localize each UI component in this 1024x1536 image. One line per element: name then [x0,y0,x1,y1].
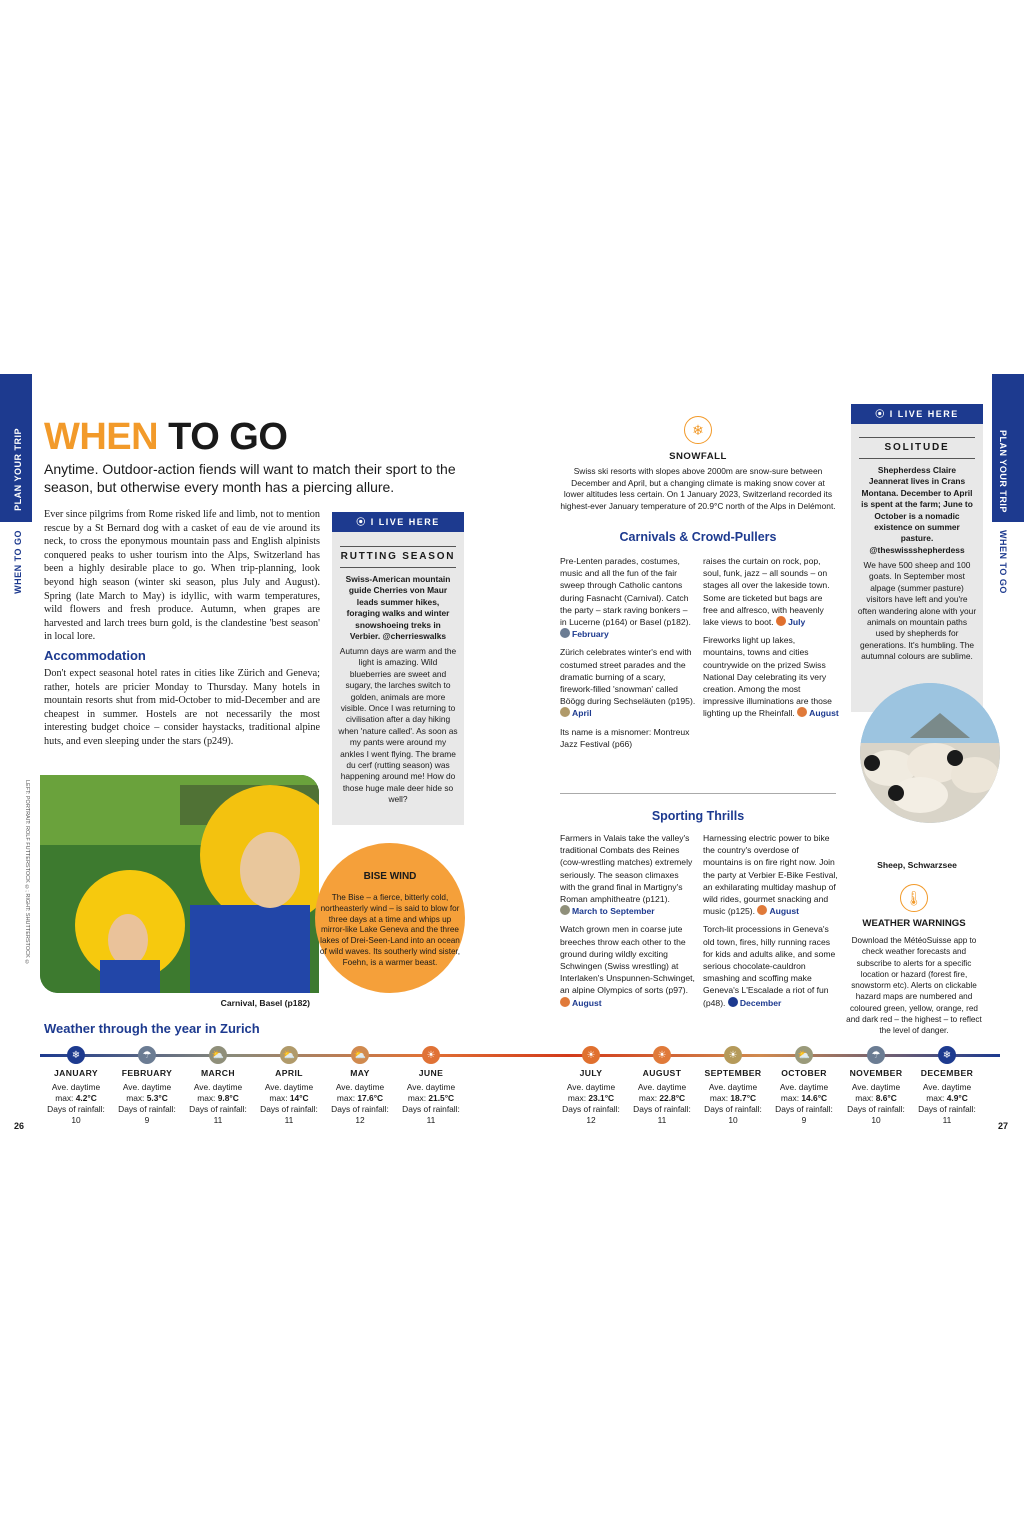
pin-icon: ⦿ [356,517,371,527]
month-max: max: 5.3°C [126,1093,168,1103]
month-daytime-label: Ave. daytime [122,1082,172,1092]
month-rain-label: Days of rainfall: [562,1104,620,1114]
month-november [841,1046,911,1126]
month-name: JULY [579,1068,603,1078]
month-name: DECEMBER [920,1068,974,1078]
month-december [912,1046,982,1126]
weather-heading: Weather through the year in Zurich [44,1021,260,1036]
title-to-go: TO GO [158,416,288,458]
month-name: FEBRUARY [121,1068,173,1078]
month-march [183,1046,253,1126]
month-june [396,1046,466,1126]
cloud-rain-icon: ☂ [867,1046,885,1064]
carnival-photo [40,775,319,993]
month-rain-label: Days of rainfall: [118,1104,176,1114]
month-rain-value: 9 [801,1115,807,1125]
section-divider [560,793,836,794]
thermometer-icon: 🌡 [900,884,928,912]
sporting-schwingen: Watch grown men in coarse jute breeches throw each other to the ground during wildly exciting Schwingen (Swiss wrestling) at Interlaken's Unspunnen-Schwinget, an alpine Olympics of sorts (p97). August [560,924,695,1008]
month-daytime-label: Ave. daytime [922,1082,972,1092]
month-october [769,1046,839,1126]
tag-december: December [728,998,782,1008]
cloud-sun-icon: ⛅ [280,1046,298,1064]
month-february [112,1046,182,1126]
sheep-photo [860,683,1000,823]
month-rain-value: 10 [71,1115,81,1125]
intro-text: Anytime. Outdoor-action fiends will want to match their sport to the season, but otherwise every month has a piercing allure. [44,461,456,495]
bise-wind-text: The Bise – a fierce, bitterly cold, northeasterly wind – is said to blow for three days at a time and whips up mirror-like Lake Geneva and the three lakes of Drei-Seen-Land into an ocean of wild waves. Its southerly wind sister, Foehn, is a warmer beast. [319,893,461,967]
month-name: APRIL [275,1068,303,1078]
live-left-intro: Swiss-American mountain guide Cherries von Maur leads summer hikes, foraging walks and winter snowshoeing treks in Verbier. @cherrieswalks [345,574,451,642]
month-max: max: 4.2°C [55,1093,97,1103]
month-daytime-label: Ave. daytime [193,1082,243,1092]
month-july [556,1046,626,1126]
month-august [627,1046,697,1126]
snowflake-icon: ❄ [684,416,712,444]
sun-icon: ☀ [422,1046,440,1064]
month-rain-value: 11 [426,1115,436,1125]
tag-july: July [776,617,805,627]
month-rain-value: 10 [871,1115,881,1125]
month-max: max: 14°C [269,1093,309,1103]
cloud-sun-icon: ⛅ [795,1046,813,1064]
right-side-tab [992,374,1024,522]
tag-august-2: August [560,998,602,1008]
sporting-combats: Farmers in Valais take the valley's traditional Combats des Reines (cow-wrestling matches) extremely seriously. The season climaxes with the grand final in Martigny's Roman amphitheatre (p121). March to September [560,833,693,917]
month-rain-label: Days of rainfall: [260,1104,318,1114]
month-rain-label: Days of rainfall: [189,1104,247,1114]
live-right-intro: Shepherdess Claire Jeannerat lives in Crans Montana. December to April is spent at the farm; June to October is a nomadic existence on summer pasture. @theswissshepherdess [861,465,973,555]
month-daytime-label: Ave. daytime [637,1082,687,1092]
month-max: max: 8.6°C [855,1093,897,1103]
carnivals-national-day: Fireworks light up lakes, mountains, towns and cities countrywide on the prized Swiss National Day celebrating its very creation. Among the most impressive illuminations are those lighting up the Rheinfall. August [703,635,839,719]
month-rain-value: 12 [355,1115,365,1125]
carnivals-col2 [703,555,839,720]
month-name: MARCH [201,1068,235,1078]
live-right-rule-top [859,437,975,438]
tag-august-3: August [757,906,799,916]
month-name: MAY [350,1068,370,1078]
month-name: JUNE [418,1068,444,1078]
weather-warnings-text: Download the MétéoSuisse app to check weather forecasts and subscribe to alerts for a specific location or hazard (forest fire, snowstorm etc). Alerts on clickable hazard maps are numbered and coloured green, yellow, orange, red and dark red – the highest – to reflect the level of danger. [846,936,982,1036]
month-rain-label: Days of rainfall: [402,1104,460,1114]
month-max: max: 23.1°C [567,1093,615,1103]
carnivals-heading: Carnivals & Crowd-Pullers [619,530,777,544]
live-left-quote: Autumn days are warm and the light is amazing. Wild blueberries are sweet and sugary, the larches switch to golden, animals are more visible. Once I was returning to civilisation after a day hiking when 'nature called'. As soon as my pants were around my ankles I went flying. The brame du cerf (rutting season) was happening around me! How do those huge male deer hide so well? [338,646,458,805]
month-rain-label: Days of rainfall: [704,1104,762,1114]
month-rain-value: 11 [942,1115,952,1125]
accommodation-heading: Accommodation [44,648,146,663]
title-when: WHEN [44,416,159,458]
tag-august: August [797,708,839,718]
month-rain-label: Days of rainfall: [847,1104,905,1114]
month-daytime-label: Ave. daytime [779,1082,829,1092]
sporting-ebike: Harnessing electric power to bike the country's overdose of mountains is on fire right now. Join the party at Verbier E-Bike Festival, an exhilarating multiday mashup of wild rides, gourmet snacking and music (p125). August [703,833,838,917]
month-rain-value: 10 [728,1115,738,1125]
pin-icon-right: ⦿ [875,409,890,419]
live-right-quote: We have 500 sheep and 100 goats. In September most alpage (summer pasture) visitors have left and you're often wandering alone with your animals on mountain paths used by shepherds for generations. It's humbling. The autumnal colours are sublime. [857,560,977,662]
carnivals-fasnacht: Pre-Lenten parades, costumes, music and all the fun of the fair sweep through Catholic cantons during Fasnacht (Carnival). Catch the party – stark raving bonkers – in Lucerne (p164) or Basel (p182). February [560,556,691,640]
sporting-col1 [560,832,696,1009]
month-max: max: 21.5°C [407,1093,455,1103]
left-side-tab-label: PLAN YOUR TRIP [13,428,23,511]
month-daytime-label: Ave. daytime [335,1082,385,1092]
month-rain-label: Days of rainfall: [331,1104,389,1114]
weather-warnings-title: WEATHER WARNINGS [862,918,966,929]
tag-april: April [560,708,592,718]
month-january [41,1046,111,1126]
accommodation-text: Don't expect seasonal hotel rates in cities like Zürich and Geneva; rather, hotels are pricier Monday to Thursday. Many hotels in mountain resorts shut from mid-October to mid-December and are cheapest in summer. Hostels are not necessarily the most interesting budget choice – consider haystacks, traditional alpine huts, and even sleeping under the stars (p249). [44,668,320,747]
live-here-header-left: ⦿ I LIVE HERE [332,512,464,532]
month-max: max: 4.9°C [926,1093,968,1103]
month-max: max: 17.6°C [336,1093,384,1103]
carnival-caption: Carnival, Basel (p182) [220,998,310,1008]
month-rain-value: 11 [213,1115,223,1125]
live-right-rule-bottom [859,458,975,459]
snowfall-title: SNOWFALL [669,451,727,462]
month-daytime-label: Ave. daytime [406,1082,456,1092]
month-name: SEPTEMBER [704,1068,762,1078]
photo-credit: LEFT: PORTRAIT: ROLF FUTTERSTOCK ©; RIGHT: SHUTTERSTOCK © [24,780,30,966]
snowflake-icon: ❄ [938,1046,956,1064]
carnivals-jazz: raises the curtain on rock, pop, soul, funk, jazz – all sounds – on stages all over the lakeside town. Some are ticketed but bags are free and alfresco, with heavenly lake views to boot. July [703,556,830,628]
month-rain-value: 9 [144,1115,150,1125]
month-april [254,1046,324,1126]
tag-february: February [560,629,609,639]
sporting-escalade: Torch-lit processions in Geneva's old town, fires, hilly running races for kids and adults alike, and some serious chocolate-cauldron smashing and scoffing make Geneva's L'Escalade a riot of fun (p48). December [703,924,836,1008]
right-side-tab-label: PLAN YOUR TRIP [998,430,1008,513]
sun-icon: ☀ [582,1046,600,1064]
month-max: max: 22.8°C [638,1093,686,1103]
month-max: max: 14.6°C [780,1093,828,1103]
snowfall-text: Swiss ski resorts with slopes above 2000m are snow-sure between December and April, but a changing climate is making snow cover at lower altitudes less certain. On 1 January 2023, Switzerland recorded its highest-ever January temperature of 20.9°C north of the Alps in Delémont. [560,466,836,511]
month-name: NOVEMBER [849,1068,903,1078]
month-rain-value: 12 [586,1115,596,1125]
carnivals-col1 [560,555,696,750]
carnivals-montreux: Its name is a misnomer: Montreux Jazz Festival (p66) [560,726,690,749]
month-rain-label: Days of rainfall: [775,1104,833,1114]
month-name: JANUARY [53,1068,99,1078]
month-rain-label: Days of rainfall: [633,1104,691,1114]
snowflake-icon: ❄ [67,1046,85,1064]
month-max: max: 18.7°C [709,1093,757,1103]
month-daytime-label: Ave. daytime [851,1082,901,1092]
page-number-left: 26 [14,1121,25,1131]
page-title [44,416,287,459]
month-name: OCTOBER [781,1068,827,1078]
month-name: AUGUST [642,1068,682,1078]
cloud-sun-icon: ⛅ [209,1046,227,1064]
sun-icon: ☀ [724,1046,742,1064]
live-left-rule-bottom [340,567,456,568]
right-side-sub-label: WHEN TO GO [998,530,1008,594]
month-rain-label: Days of rainfall: [918,1104,976,1114]
lead-paragraph: Ever since pilgrims from Rome risked life and limb, not to mention rescue by a St Bernard dog with a casket of eau de vie around its neck, to cross the eponymous mountain pass and English alpinists conquered peaks to usher tourism into the Alps, Switzerland has been a highly desirable place to go. When trip-planning, look beyond high season (winter ski season, plus July and August). Spring (late March to May) is idyllic, with warm temperatures, wild flowers and fresh produce. Autumn, when grapes are harvested and larch trees burn gold, is the clandestine 'best season' in local lore. [44,509,320,643]
carnivals-sechselauten: Zürich celebrates winter's end with costumed street parades and the dramatic burning of a scary, firework-filled 'snowman' called Böögg during Sechseläuten (p195). April [560,647,696,719]
sun-icon: ☀ [653,1046,671,1064]
sporting-heading: Sporting Thrills [651,809,745,823]
left-side-sub-label: WHEN TO GO [13,530,23,594]
sheep-caption: Sheep, Schwarzsee [877,860,957,870]
month-may [325,1046,395,1126]
month-max: max: 9.8°C [197,1093,239,1103]
tag-march-september: March to September [560,906,655,916]
cloud-sun-icon: ⛅ [351,1046,369,1064]
live-left-rule-top [340,546,456,547]
live-here-header-right: ⦿ I LIVE HERE [851,404,983,424]
month-daytime-label: Ave. daytime [51,1082,101,1092]
month-daytime-label: Ave. daytime [264,1082,314,1092]
cloud-rain-icon: ☂ [138,1046,156,1064]
live-left-title: RUTTING SEASON [340,551,456,562]
month-rain-value: 11 [284,1115,294,1125]
page-number-right: 27 [998,1121,1009,1131]
month-rain-value: 11 [657,1115,667,1125]
sporting-col2 [703,832,839,1009]
month-daytime-label: Ave. daytime [708,1082,758,1092]
month-september [698,1046,768,1126]
bise-wind-title: BISE WIND [363,871,417,882]
live-right-title: SOLITUDE [884,442,950,453]
month-rain-label: Days of rainfall: [47,1104,105,1114]
month-daytime-label: Ave. daytime [566,1082,616,1092]
